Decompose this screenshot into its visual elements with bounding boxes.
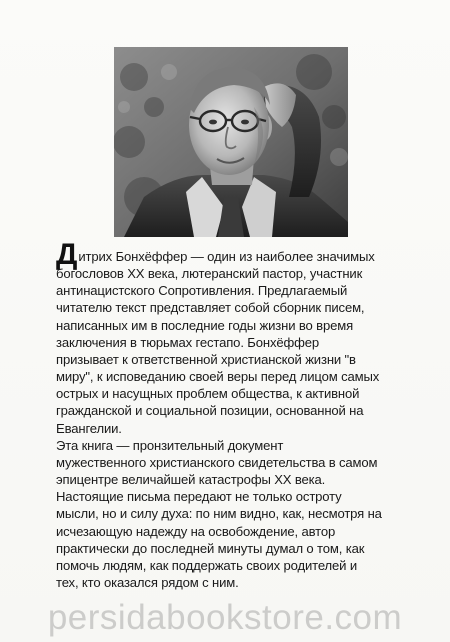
text-line: антинацистского Сопротивления. Предлагаемый (56, 283, 348, 299)
text-line: исчезающую надежду на освобождение, автор (56, 523, 336, 539)
text-line: помочь людям, как поддержать своих родителей и (56, 557, 357, 573)
text-line: Эта книга — пронзительный документ (56, 437, 284, 453)
description-text (56, 238, 416, 591)
text-line: мужественного христианского свидетельства в самом (56, 454, 378, 470)
drop-cap: Д (56, 238, 78, 271)
text-line: практически до последней минуты думал о том, как (56, 540, 365, 556)
text-line: тех, кто оказался рядом с ним. (56, 574, 239, 590)
text-line: богословов XX века, лютеранский пастор, участник (56, 266, 363, 282)
text-line: эпицентре величайшей катастрофы XX века. (56, 472, 326, 488)
text-line: гражданской и социальной позиции, основанной на (56, 403, 364, 419)
watermark: persidabookstore.com (47, 598, 403, 637)
paragraph-1 (56, 238, 416, 437)
text-line: призывает к ответственной христианской жизни "в (56, 351, 356, 367)
text-line: Настоящие письма передают не только остроту (56, 489, 342, 505)
text-line: Евангелии. (56, 420, 122, 436)
portrait-photo (114, 47, 348, 237)
text-line: острых и насущных проблем общества, к активной (56, 386, 360, 402)
text-line: читателю текст представляет собой сборник писем, (56, 300, 365, 316)
portrait-photo-icon (114, 47, 348, 237)
text-line: написанных им в последние годы жизни во время (56, 317, 354, 333)
paragraph-2 (56, 437, 416, 591)
text-line: миру", к исповеданию своей веры перед лицом самых (56, 369, 380, 385)
text-line: мысли, но и силу духа: по ним видно, как, несмотря на (56, 506, 382, 522)
text-line: итрих Бонхёффер — один из наиболее значимых (78, 249, 375, 264)
text-line: заключения в тюрьмах гестапо. Бонхёффер (56, 334, 319, 350)
